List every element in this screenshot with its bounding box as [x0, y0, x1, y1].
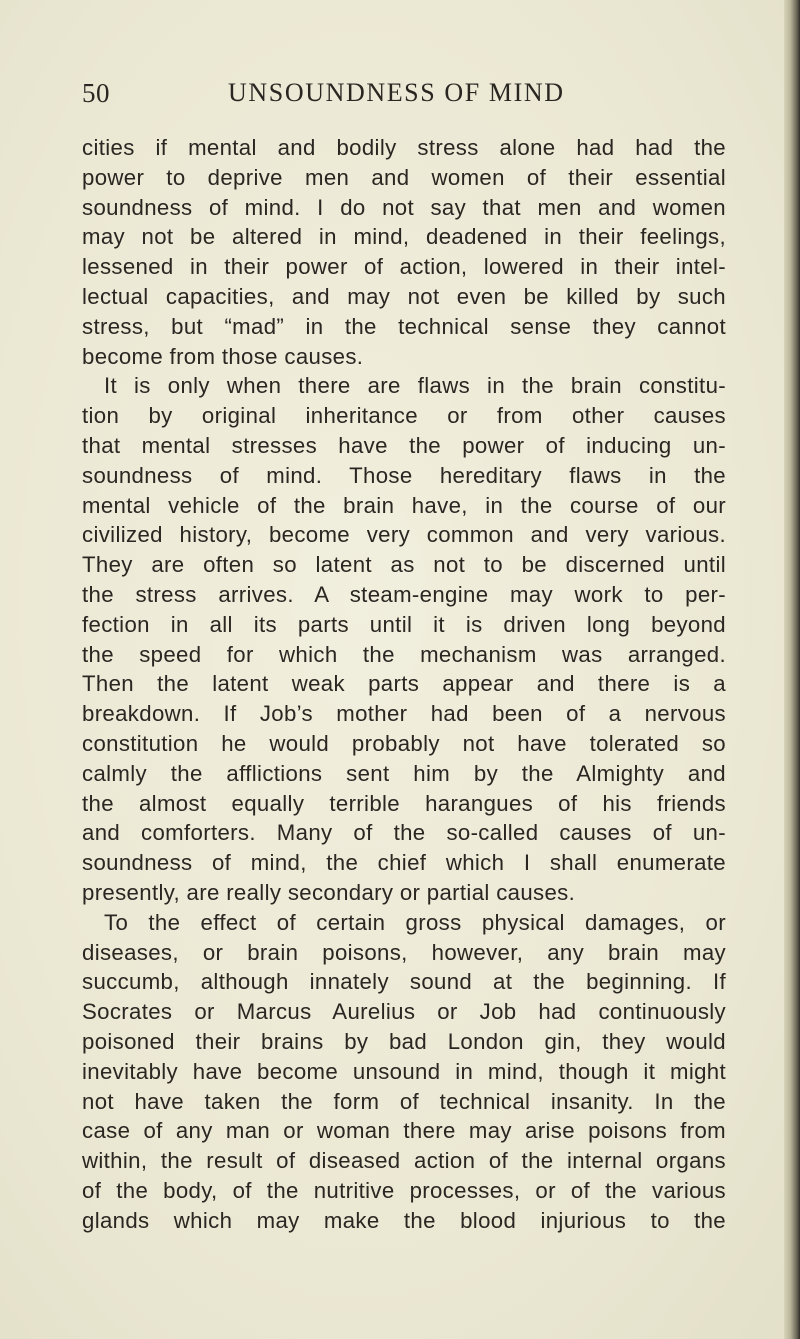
text-line: the speed for which the mechanism was arranged.: [82, 641, 726, 667]
text-line: the almost equally terrible harangues of his friends: [82, 790, 726, 816]
running-head: UNSOUNDNESS OF MIND: [228, 78, 565, 107]
body-text: [82, 133, 726, 1235]
text-line: fection in all its parts until it is driven long beyond: [82, 611, 726, 637]
text-line: and comforters. Many of the so-called causes of un-: [82, 820, 726, 846]
text-line: power to deprive men and women of their essential: [82, 164, 726, 190]
text-line: not have taken the form of technical insanity. In the: [82, 1088, 726, 1114]
text-line: within, the result of diseased action of the internal organs: [82, 1148, 726, 1174]
text-line: Socrates or Marcus Aurelius or Job had continuously: [82, 999, 726, 1025]
page-binding-edge: [784, 0, 800, 1339]
text-line: stress, but “mad” in the technical sense they cannot: [82, 313, 726, 339]
text-line: diseases, or brain poisons, however, any brain may: [82, 939, 726, 965]
text-line: tion by original inheritance or from other causes: [82, 403, 726, 429]
text-line: poisoned their brains by bad London gin, they would: [82, 1028, 726, 1054]
text-line: presently, are really secondary or partial causes.: [82, 879, 576, 905]
text-line: lessened in their power of action, lowered in their intel-: [82, 254, 726, 280]
text-line: To the effect of certain gross physical damages, or: [104, 909, 726, 935]
text-line: constitution he would probably not have tolerated so: [82, 730, 726, 756]
text-line: cities if mental and bodily stress alone had had the: [82, 135, 726, 160]
text-line: of the body, of the nutritive processes, or of the various: [82, 1177, 726, 1203]
text-line: mental vehicle of the brain have, in the course of our: [82, 492, 726, 518]
text-line: Then the latent weak parts appear and there is a: [82, 671, 726, 697]
text-line: soundness of mind. Those hereditary flaws in the: [82, 462, 726, 488]
text-line: It is only when there are flaws in the brain constitu-: [104, 373, 726, 399]
text-line: may not be altered in mind, deadened in their feelings,: [82, 224, 726, 250]
text-line: that mental stresses have the power of inducing un-: [82, 432, 726, 458]
text-line: succumb, although innately sound at the beginning. If: [82, 969, 726, 995]
page-number: 50: [82, 78, 110, 108]
text-line: inevitably have become unsound in mind, though it might: [82, 1058, 726, 1084]
text-line: soundness of mind. I do not say that men and women: [82, 194, 726, 220]
text-line: become from those causes.: [82, 343, 364, 369]
text-line: breakdown. If Job’s mother had been of a nervous: [82, 701, 726, 727]
text-line: calmly the afflictions sent him by the Almighty and: [82, 760, 726, 786]
text-line: civilized history, become very common and very various.: [82, 522, 726, 548]
text-line: the stress arrives. A steam-engine may work to per-: [82, 581, 726, 607]
text-line: case of any man or woman there may arise poisons from: [82, 1118, 726, 1144]
text-line: soundness of mind, the chief which I shall enumerate: [82, 850, 726, 876]
text-line: They are often so latent as not to be discerned until: [82, 552, 726, 578]
page-header: [82, 78, 722, 118]
text-line: lectual capacities, and may not even be killed by such: [82, 283, 726, 309]
text-line: glands which may make the blood injurious to the: [82, 1207, 726, 1233]
